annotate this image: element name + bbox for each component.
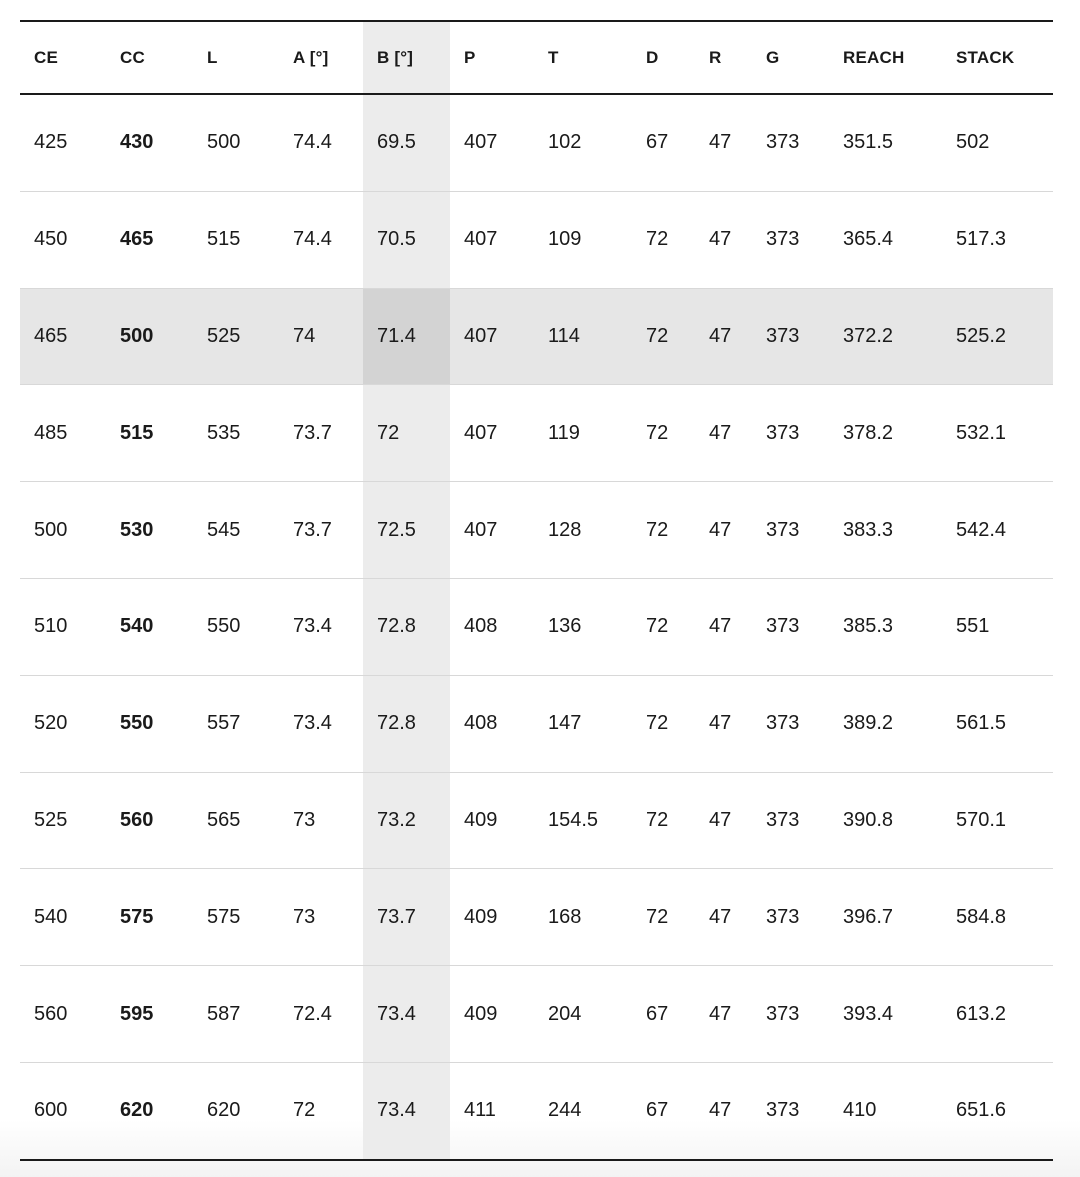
cell-b: 69.5	[363, 94, 450, 191]
cell-reach: 389.2	[829, 675, 942, 772]
cell-p: 409	[450, 869, 534, 966]
cell-reach: 385.3	[829, 578, 942, 675]
cell-p: 407	[450, 385, 534, 482]
cell-l: 545	[193, 482, 279, 579]
cell-stack: 570.1	[942, 772, 1053, 869]
cell-a: 73.4	[279, 578, 363, 675]
cell-ce: 500	[20, 482, 106, 579]
cell-p: 407	[450, 94, 534, 191]
cell-r: 47	[695, 94, 752, 191]
cell-p: 408	[450, 578, 534, 675]
cell-d: 67	[646, 1099, 669, 1122]
cell-reach: 383.3	[829, 482, 942, 579]
cell-stack: 542.4	[942, 482, 1053, 579]
cell-stack: 651.6	[956, 1099, 1007, 1122]
cell-r: 47	[695, 482, 752, 579]
cell-t: 128	[534, 482, 632, 579]
cell-ce: 425	[20, 94, 106, 191]
cell-cc: 430	[106, 94, 193, 191]
cell-stack: 551	[942, 578, 1053, 675]
column-header-l: L	[193, 21, 279, 94]
cell-l: 550	[193, 578, 279, 675]
column-header-reach: REACH	[829, 21, 942, 94]
cell-b: 73.2	[363, 772, 450, 869]
cell-p: 411	[464, 1099, 496, 1122]
cell-g: 373	[752, 578, 829, 675]
cell-r: 47	[695, 578, 752, 675]
cell-l: 587	[193, 966, 279, 1063]
cell-ce: 540	[20, 869, 106, 966]
cell-g: 373	[752, 191, 829, 288]
cell-a: 73.4	[279, 675, 363, 772]
column-header-a: A [°]	[279, 21, 363, 94]
cell-t: 204	[534, 966, 632, 1063]
cell-b: 73.4	[363, 1062, 450, 1159]
table-row	[20, 385, 1053, 482]
cell-l: 565	[193, 772, 279, 869]
cell-t: 136	[534, 578, 632, 675]
cell-b: 72.8	[363, 578, 450, 675]
cell-reach: 365.4	[829, 191, 942, 288]
cell-cc: 550	[106, 675, 193, 772]
cell-g: 373	[752, 288, 829, 385]
cell-p: 407	[450, 191, 534, 288]
cell-reach: 396.7	[829, 869, 942, 966]
cell-reach: 351.5	[829, 94, 942, 191]
column-header-cc: CC	[106, 21, 193, 94]
cell-reach: 372.2	[829, 288, 942, 385]
cell-t: 168	[534, 869, 632, 966]
cell-l: 515	[193, 191, 279, 288]
cell-l: 500	[193, 94, 279, 191]
cell-r: 47	[695, 869, 752, 966]
cell-r: 47	[695, 966, 752, 1063]
cell-a: 73.7	[279, 385, 363, 482]
cell-cc: 500	[106, 288, 193, 385]
cell-ce: 450	[20, 191, 106, 288]
cell-b: 72	[363, 385, 450, 482]
cell-d: 72	[632, 288, 695, 385]
cell-g: 373	[766, 1099, 800, 1122]
cell-cc: 560	[106, 772, 193, 869]
cell-ce: 560	[20, 966, 106, 1063]
cell-r: 47	[695, 191, 752, 288]
table-row	[20, 675, 1053, 772]
cell-a: 72.4	[279, 966, 363, 1063]
cell-r: 47	[709, 1099, 732, 1122]
cell-cc: 515	[106, 385, 193, 482]
cell-a: 73	[279, 869, 363, 966]
cell-cc: 465	[106, 191, 193, 288]
cell-p: 407	[450, 482, 534, 579]
cell-a: 74.4	[279, 191, 363, 288]
cell-stack: 502	[942, 94, 1053, 191]
cell-d: 72	[632, 482, 695, 579]
table-row	[20, 869, 1053, 966]
cell-a: 73	[279, 772, 363, 869]
cell-t: 114	[534, 288, 632, 385]
cell-stack: 525.2	[942, 288, 1053, 385]
table-row	[20, 288, 1053, 385]
cell-b: 72.8	[363, 675, 450, 772]
cell-stack: 584.8	[942, 869, 1053, 966]
cell-t: 119	[534, 385, 632, 482]
cell-cc: 530	[106, 482, 193, 579]
cell-d: 67	[632, 966, 695, 1063]
cell-l: 525	[193, 288, 279, 385]
cell-r: 47	[695, 675, 752, 772]
cell-l: 557	[193, 675, 279, 772]
cell-ce: 485	[20, 385, 106, 482]
cell-d: 72	[632, 869, 695, 966]
cell-p: 408	[450, 675, 534, 772]
cell-ce: 520	[20, 675, 106, 772]
cell-b: 70.5	[363, 191, 450, 288]
cell-p: 409	[450, 772, 534, 869]
table-row	[20, 482, 1053, 579]
cell-ce: 510	[20, 578, 106, 675]
cell-ce: 525	[20, 772, 106, 869]
column-header-b: B [°]	[363, 21, 450, 94]
cell-t: 102	[534, 94, 632, 191]
cell-t: 244	[548, 1099, 582, 1122]
cell-a: 74.4	[279, 94, 363, 191]
cell-t: 154.5	[534, 772, 632, 869]
column-header-g: G	[752, 21, 829, 94]
cell-g: 373	[752, 869, 829, 966]
column-header-t: T	[534, 21, 632, 94]
cell-g: 373	[752, 94, 829, 191]
cell-a: 73.7	[279, 482, 363, 579]
column-header-ce: CE	[20, 21, 106, 94]
table-row	[20, 578, 1053, 675]
cell-b: 73.4	[363, 966, 450, 1063]
cell-g: 373	[752, 385, 829, 482]
cell-ce: 465	[20, 288, 106, 385]
cell-p: 407	[450, 288, 534, 385]
cell-reach: 393.4	[829, 966, 942, 1063]
cell-b: 73.7	[363, 869, 450, 966]
cell-stack: 517.3	[942, 191, 1053, 288]
cell-cc: 595	[106, 966, 193, 1063]
geometry-table	[20, 20, 1053, 1161]
cell-a: 72	[293, 1099, 316, 1122]
cell-d: 72	[632, 578, 695, 675]
geometry-table-container	[20, 20, 1053, 1161]
cell-reach: 378.2	[829, 385, 942, 482]
cell-d: 72	[632, 191, 695, 288]
column-header-d: D	[632, 21, 695, 94]
cell-g: 373	[752, 966, 829, 1063]
cell-stack: 532.1	[942, 385, 1053, 482]
cell-stack: 561.5	[942, 675, 1053, 772]
cell-p: 409	[450, 966, 534, 1063]
cell-g: 373	[752, 675, 829, 772]
cell-a: 74	[279, 288, 363, 385]
column-header-p: P	[450, 21, 534, 94]
cell-reach: 390.8	[829, 772, 942, 869]
table-row	[20, 1062, 1053, 1159]
cell-ce: 600	[34, 1099, 68, 1122]
cell-d: 72	[632, 385, 695, 482]
cell-d: 67	[632, 94, 695, 191]
cell-t: 147	[534, 675, 632, 772]
cell-b: 72.5	[363, 482, 450, 579]
column-header-stack: STACK	[942, 21, 1053, 94]
table-row	[20, 94, 1053, 191]
cell-r: 47	[695, 288, 752, 385]
cell-l: 620	[207, 1099, 241, 1122]
table-row	[20, 191, 1053, 288]
cell-g: 373	[752, 482, 829, 579]
cell-cc: 540	[106, 578, 193, 675]
column-header-r: R	[695, 21, 752, 94]
cell-reach: 410	[843, 1099, 877, 1122]
cell-r: 47	[695, 772, 752, 869]
cell-d: 72	[632, 772, 695, 869]
cell-b: 71.4	[363, 288, 450, 385]
cell-cc: 575	[106, 869, 193, 966]
cell-r: 47	[695, 385, 752, 482]
table-row	[20, 772, 1053, 869]
cell-stack: 613.2	[942, 966, 1053, 1063]
cell-l: 575	[193, 869, 279, 966]
table-header-row	[20, 21, 1053, 94]
table-body	[20, 94, 1053, 1160]
cell-g: 373	[752, 772, 829, 869]
table-row	[20, 966, 1053, 1063]
cell-d: 72	[632, 675, 695, 772]
cell-l: 535	[193, 385, 279, 482]
cell-cc: 620	[120, 1099, 154, 1122]
cell-t: 109	[534, 191, 632, 288]
